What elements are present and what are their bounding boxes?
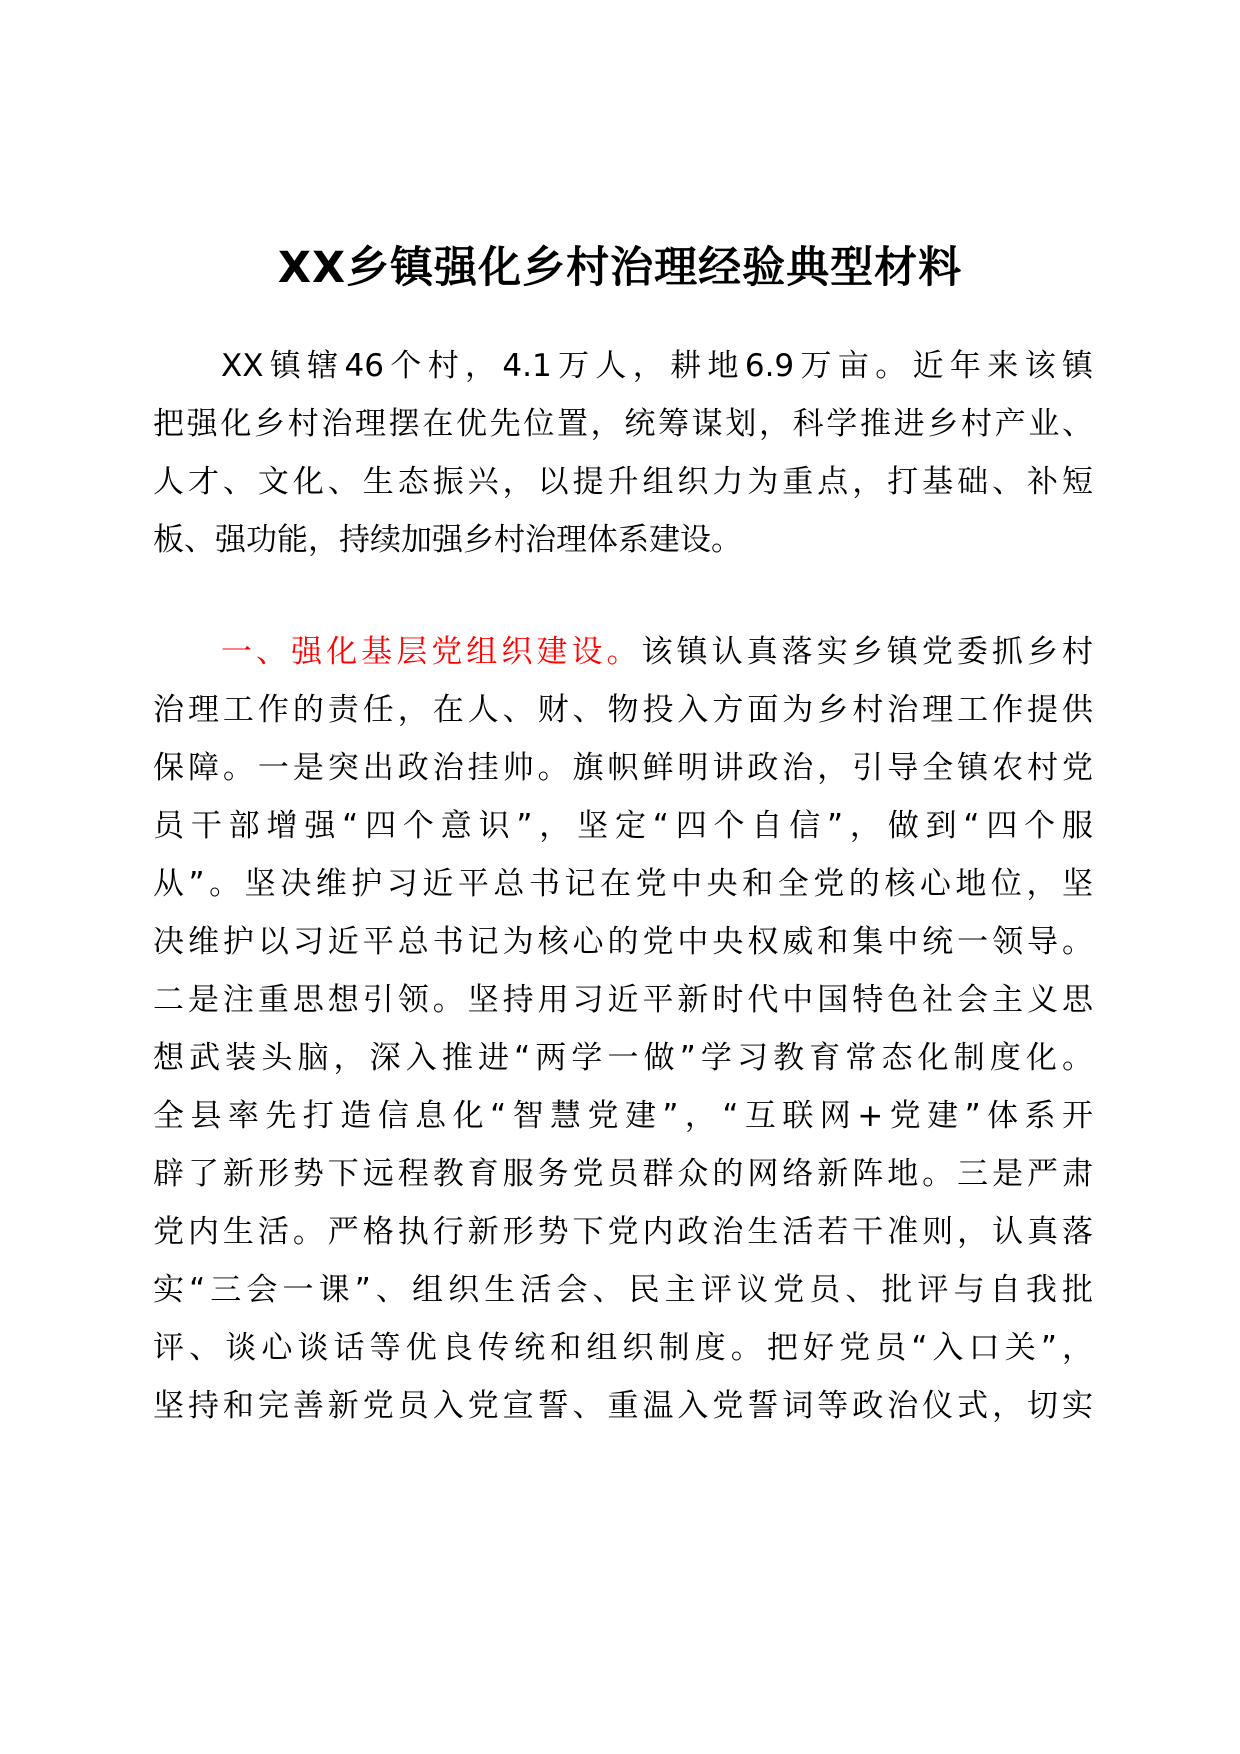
- paragraph-text: 该镇认真落实乡镇党委抓乡村: [641, 634, 1093, 670]
- section-heading: 一、强化基层党组织建设。: [221, 634, 642, 670]
- paragraph-line: 员干部增强“四个意识”，坚定“四个自信”，做到“四个服: [153, 808, 1093, 844]
- paragraph-line: 板、强功能，持续加强乡村治理体系建设。: [153, 522, 742, 558]
- document-title: XX乡镇强化乡村治理经验典型材料: [277, 243, 963, 293]
- paragraph-line: 把强化乡村治理摆在优先位置，统筹谋划，科学推进乡村产业、: [153, 406, 1093, 442]
- paragraph-line: 辟了新形势下远程教育服务党员群众的网络新阵地。三是严肃: [153, 1156, 1093, 1192]
- paragraph-line: 决维护以习近平总书记为核心的党中央权威和集中统一领导。: [153, 924, 1093, 960]
- paragraph-line: XX镇辖46个村，4.1万人，耕地6.9万亩。近年来该镇: [221, 348, 1093, 384]
- paragraph-line: 保障。一是突出政治挂帅。旗帜鲜明讲政治，引导全镇农村党: [153, 750, 1093, 786]
- paragraph-line: 人才、文化、生态振兴，以提升组织力为重点，打基础、补短: [153, 464, 1093, 500]
- paragraph-line: 坚持和完善新党员入党宣誓、重温入党誓词等政治仪式，切实: [153, 1388, 1093, 1424]
- paragraph-line: 评、谈心谈话等优良传统和组织制度。把好党员“入口关”，: [153, 1330, 1093, 1366]
- paragraph-line: 实“三会一课”、组织生活会、民主评议党员、批评与自我批: [153, 1272, 1093, 1308]
- paragraph-line: 全县率先打造信息化“智慧党建”，“互联网+党建”体系开: [153, 1098, 1093, 1134]
- paragraph-line: [153, 632, 1093, 672]
- paragraph-line: 从”。坚决维护习近平总书记在党中央和全党的核心地位，坚: [153, 866, 1093, 902]
- paragraph-line: 二是注重思想引领。坚持用习近平新时代中国特色社会主义思: [153, 982, 1093, 1018]
- paragraph-line: 党内生活。严格执行新形势下党内政治生活若干准则，认真落: [153, 1214, 1093, 1250]
- paragraph-line: 想武装头脑，深入推进“两学一做”学习教育常态化制度化。: [153, 1040, 1093, 1076]
- paragraph-line: 治理工作的责任，在人、财、物投入方面为乡村治理工作提供: [153, 692, 1093, 728]
